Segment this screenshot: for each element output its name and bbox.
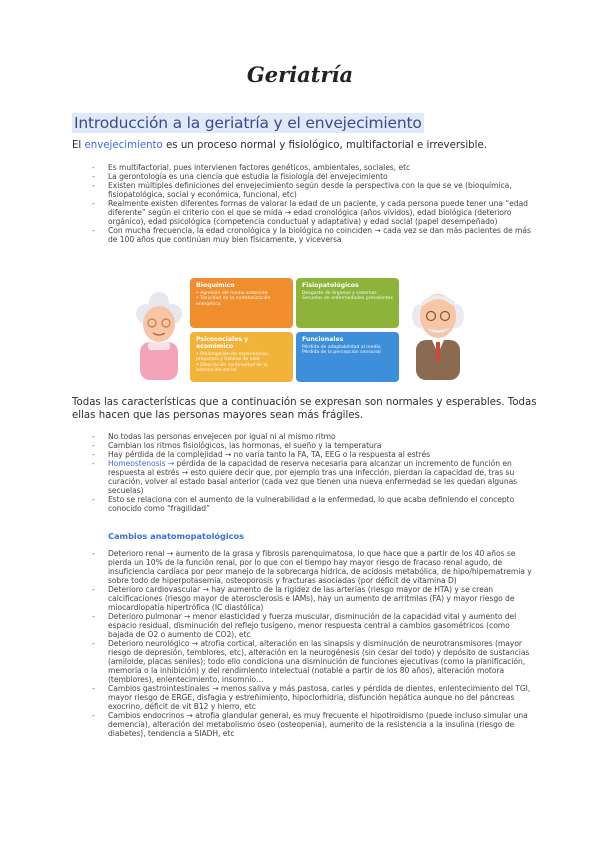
list-item: - Cambios gastrointestinales → menos saliva y más pastosa, caries y pérdida de dientes, enlentecimiento del TGI, mayor riesgo de ERGE, disfagia y estreñimiento, hipoclorhidria, disfunción hepática aunque no del páncreas exocrino, déficit de vit B12 y hierro, etc	[92, 684, 532, 711]
list-normal-changes	[92, 432, 538, 513]
list-item: - No todas las personas envejecen por igual ni al mismo ritmo	[92, 432, 538, 441]
list-anatomopathological-changes	[92, 549, 532, 738]
panel-funcionales	[296, 332, 399, 382]
list-item-text: pérdida de la capacidad de reserva necesaria para alcanzar un incremento de función en respuesta al estrés → esto quiere decir que, por ejemplo tras una infección, pierdan la capacidad de, tras su curación, volver al estado basal anterior (cada vez que tienen una nueva enfermedad se les quedan algunas secuelas)	[108, 459, 518, 495]
panel-title: Psicosociales y económico	[196, 336, 249, 350]
intro-highlight: envejecimiento	[84, 140, 163, 151]
list-item: - Deterioro pulmonar → menor elasticidad y fuerza muscular, disminución de la capacidad vital y aumento del espacio residual, disminución del reflejo tusígeno, menor respuesta central a cambios gasométricos (como bajada de O2 o aumento de CO2), etc	[92, 612, 532, 639]
list-item	[92, 459, 538, 495]
list-item: - Con mucha frecuencia, la edad cronológica y la biológica no coinciden → cada vez se dan más pacientes de más de 100 años que continúan muy bien físicamente, y viceversa	[92, 226, 538, 244]
list-item: - Deterioro renal → aumento de la grasa y fibrosis parenquimatosa, lo que hace que a partir de los 40 años se pierda un 10% de la función renal, por lo que con el tiempo hay mayor riesgo de fracaso renal agudo, de insuficiencia cardíaca por peor manejo de la sobrecarga hídrica, de acidosis metabólica, de hipo/hipernatremia y sobre todo de hiperpotasemia, osteoporosis y fracturas asociadas (por déficit de vitamina D)	[92, 549, 532, 585]
grandfather-illustration	[406, 280, 470, 380]
panel-item: • Toxicidad de la metabolización energética	[196, 296, 271, 307]
panel-item: Pérdida de la percepción sensorial	[302, 350, 381, 356]
list-item: - Cambian los ritmos fisiológicos, las hormonas, el sueño y la temperatura	[92, 441, 538, 450]
panel-item: Secuelas de enfermedades prevalentes	[302, 296, 393, 302]
panel-item: • Agresión del medio ambiente	[196, 291, 268, 296]
list-item: - Realmente existen diferentes formas de valorar la edad de un paciente, y cada persona puede tener una “edad diferente” según el criterio con el que se mida → edad cronológica (años vividos), edad biológica (deterioro orgánico), edad psicológica (competencia conductual y adaptativa) y edad social (papel desempeñado)	[92, 199, 538, 226]
fragility-paragraph: Todas las características que a continuación se expresan son normales y esperables. Todas ellas hacen que las personas mayores sean más frágiles.	[72, 397, 537, 421]
panel-title: Fisiopatológicos	[302, 282, 359, 289]
panel-item: • Disociación continuidad de la interacción social	[196, 362, 268, 374]
list-item: - La gerontología es una ciencia que estudia la fisiología del envejecimiento	[92, 172, 538, 181]
grandmother-illustration	[130, 290, 188, 380]
list-item: - Esto se relaciona con el aumento de la vulnerabilidad a la enfermedad, lo que acaba definiendo el concepto conocido como “fragilidad”	[92, 495, 538, 513]
list-item: - Cambios endocrinos → atrofia glandular general, es muy frecuente el hipotiroidismo (puede incluso simular una demencia), alteración del metabolismo óseo (osteopenia), aumento de la resistencia a la insulina (riesgo de diabetes), tendencia a SIADH, etc	[92, 711, 532, 738]
panel-bioquimico	[190, 278, 293, 328]
aging-factors-figure	[130, 276, 470, 388]
panel-item: • Prolongación de experiencias, proyectos y hábitos de vida	[196, 352, 269, 363]
subsection-heading: Cambios anatomopatológicos	[108, 531, 245, 541]
list-characteristics	[92, 163, 538, 244]
intro-paragraph	[72, 139, 542, 153]
panel-psicosociales	[190, 332, 293, 382]
section-heading: Introducción a la geriatría y el envejecimiento	[74, 114, 422, 132]
intro-rest: es un proceso normal y fisiológico, multifactorial e irreversible.	[162, 140, 487, 151]
list-item: - Deterioro neurológico → atrofia cortical, alteración en las sinapsis y disminución de neurotransmisores (mayor riesgo de depresión, temblores, etc), alteración en la neurogénesis (sin cesar del todo) y depósito de sustancias (amiloide, placas seniles); todo ello condiciona una disminución de funciones ejecutivas (como la planificación, memoria o la inhibición) y del rendimiento intelectual (notable a partir de los 80 años), alteración motora (temblores), enlentecimiento, insomnio…	[92, 639, 532, 684]
intro-prefix: El	[72, 140, 85, 151]
page-title: Geriatría	[246, 62, 354, 87]
panel-item: Desgaste de órganos y sistemas	[302, 291, 377, 296]
homeostenosis-term: Homeostenosis →	[108, 459, 175, 468]
panel-fisiopatologicos	[296, 278, 399, 328]
list-item: - Deterioro cardiovascular → hay aumento de la rigidez de las arterias (riesgo mayor de HTA) y se crean calcificaciones (riesgo mayor de aterosclerosis e IAMs), hay un aumento de arritmias (FA) y mayor riesgo de miocardiopatía hipertrófica (IC diastólica)	[92, 585, 532, 612]
panel-title: Funcionales	[302, 336, 344, 343]
panel-item: Pérdida de adaptabilidad al medio	[302, 345, 381, 350]
panel-title: Bioquímico	[196, 282, 235, 289]
list-item: - Es multifactorial, pues intervienen factores genéticos, ambientales, sociales, etc	[92, 163, 538, 172]
list-item: - Hay pérdida de la complejidad → no varía tanto la FA, TA, EEG o la respuesta al estrés	[92, 450, 538, 459]
list-item: - Existen múltiples definiciones del envejecimiento según desde la perspectiva con la que se ve (bioquímica, fisiopatológica, social y económica, funcional, etc)	[92, 181, 538, 199]
